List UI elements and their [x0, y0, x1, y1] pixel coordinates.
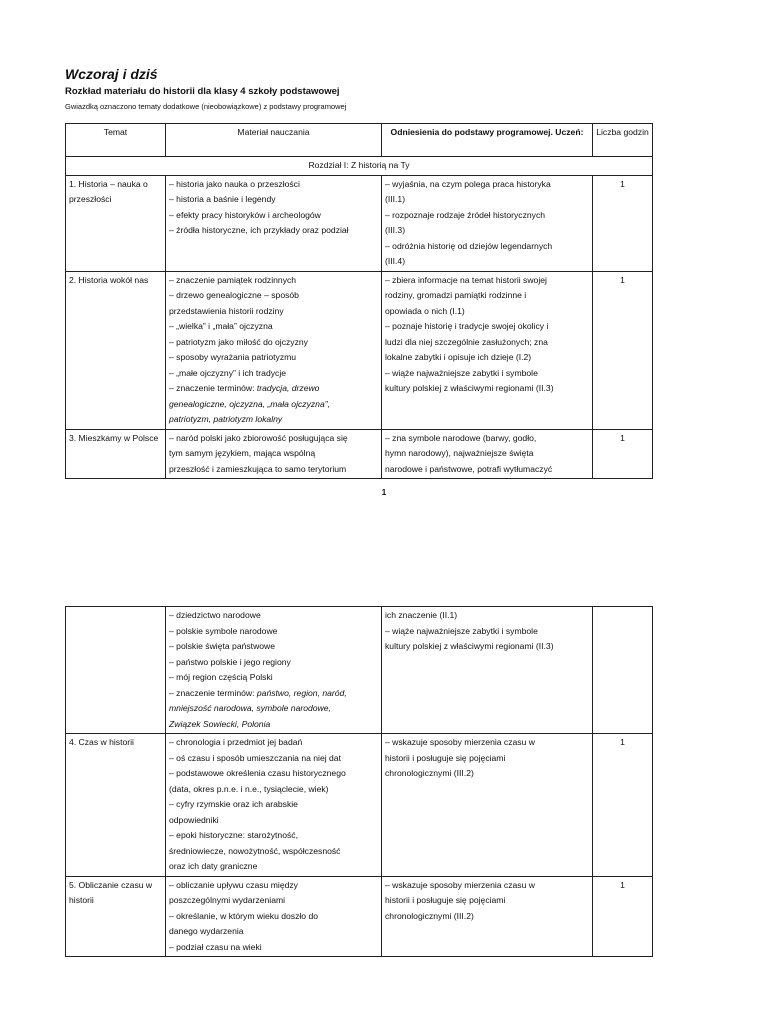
odniesienia-line: – wskazuje sposoby mierzenia czasu w [385, 879, 535, 890]
odniesienia-line: – wyjaśnia, na czym polega praca historyka [385, 178, 551, 189]
material-line: – źródła historyczne, ich przykłady oraz podział [169, 225, 349, 235]
odniesienia-line: historii i posługuje się pojęciami [385, 752, 506, 763]
odniesienia-line: historii i posługuje się pojęciami [385, 895, 506, 905]
table-row [66, 271, 653, 429]
odniesienia-line: – zna symbole narodowe (barwy, godło, [385, 432, 537, 443]
odniesienia-line: – odróżnia historię od dziejów legendarnych [385, 240, 553, 251]
material-line: – obliczanie upływu czasu między [169, 879, 298, 890]
page-number: 1 [381, 488, 387, 497]
odniesienia-line: lokalne zabytki i opisuje ich dzieje (I.2) [385, 352, 532, 362]
odniesienia-line: – wskazuje sposoby mierzenia czasu w [385, 737, 535, 747]
odniesienia-line: – zbiera informacje na temat historii swojej [385, 274, 547, 285]
document-note: Gwiazdką oznaczono tematy dodatkowe (nieobowiązkowe) z podstawy programowej [65, 102, 347, 111]
material-line: średniowiecze, nowożytność, współczesność [169, 845, 341, 856]
cell-temat: 1. Historia – nauka o przeszłości [66, 175, 166, 271]
cell-material [166, 607, 382, 734]
material-line: – efekty pracy historyków i archeologów [169, 209, 321, 220]
cell-temat: 5. Obliczanie czasu w historii [66, 876, 166, 957]
odniesienia-line: – rozpoznaje rodzaje źródeł historycznych [385, 209, 546, 220]
cell-temat: 2. Historia wokół nas [66, 271, 166, 429]
material-line: – naród polski jako zbiorowość posługująca się [169, 432, 348, 443]
odniesienia-line: kultury polskiej z właściwymi regionami (II.3) [385, 383, 554, 393]
material-line: – znaczenie terminów: państwo, region, naród, [169, 687, 347, 698]
table-row [66, 175, 653, 271]
material-line: – znaczenie pamiątek rodzinnych [169, 274, 297, 285]
material-line: – cyfry rzymskie oraz ich arabskie [169, 799, 298, 809]
odniesienia-line: hymn narodowy), najważniejsze święta [385, 448, 534, 458]
header-material: Materiał nauczania [166, 124, 382, 157]
material-line: – epoki historyczne: starożytność, [169, 830, 298, 840]
cell-liczba: 1 [593, 876, 653, 957]
document-title: Wczoraj i dziś [65, 66, 158, 82]
material-line: odpowiedniki [169, 814, 219, 825]
odniesienia-line: (III.3) [385, 225, 406, 235]
odniesienia-line: chronologicznymi (III.2) [385, 910, 474, 921]
header-liczba: Liczba godzin [593, 124, 653, 157]
curriculum-table-part-2 [65, 606, 653, 957]
cell-material [166, 876, 382, 957]
cell-material [166, 734, 382, 877]
material-line: – podział czasu na wieki [169, 941, 262, 952]
table-row [66, 876, 653, 957]
material-line: – sposoby wyrażania patriotyzmu [169, 352, 297, 362]
material-line: – państwo polskie i jego regiony [169, 656, 291, 667]
table-row [66, 429, 653, 479]
odniesienia-line: rodziny, gromadzi pamiątki rodzinne i [385, 290, 527, 300]
odniesienia-line: (III.4) [385, 256, 406, 266]
material-line: przeszłość i zamieszkująca to samo terytorium [169, 463, 347, 474]
odniesienia-line: (III.1) [385, 194, 406, 204]
material-line: – patriotyzm jako miłość do ojczyzny [169, 336, 308, 347]
material-line: genealogiczne, ojczyzna, „mała ojczyzna”, [169, 398, 330, 409]
cell-liczba: 1 [593, 271, 653, 429]
material-line: – oś czasu i sposób umieszczania na niej dat [169, 752, 341, 763]
cell-liczba: 1 [593, 734, 653, 877]
odniesienia-line: ludzi dla niej szczególnie zasłużonych; zna [385, 336, 548, 347]
cell-odniesienia [382, 607, 593, 734]
odniesienia-line: narodowe i państwowe, potrafi wytłumaczyć [385, 463, 553, 474]
odniesienia-line: – poznaje historię i tradycje swojej okolicy i [385, 321, 549, 331]
cell-odniesienia [382, 734, 593, 877]
cell-odniesienia [382, 175, 593, 271]
material-line: danego wydarzenia [169, 926, 244, 936]
material-line: – polskie symbole narodowe [169, 625, 278, 636]
cell-material [166, 429, 382, 479]
odniesienia-line: ich znaczenie (II.1) [385, 610, 458, 620]
cell-odniesienia [382, 429, 593, 479]
material-line: – znaczenie terminów: tradycja, drzewo [169, 383, 320, 393]
table-body-part-2 [66, 607, 653, 957]
cell-liczba [593, 607, 653, 734]
cell-odniesienia [382, 876, 593, 957]
material-line: – mój region częścią Polski [169, 672, 273, 682]
cell-temat [66, 607, 166, 734]
material-line: – historia jako nauka o przeszłości [169, 178, 300, 189]
cell-odniesienia [382, 271, 593, 429]
table-row [66, 734, 653, 877]
material-line: tym samym językiem, mająca wspólną [169, 448, 316, 458]
cell-material [166, 175, 382, 271]
material-line: – drzewo genealogiczne – sposób [169, 290, 299, 300]
odniesienia-line: chronologicznymi (III.2) [385, 768, 474, 778]
header-odniesienia: Odniesienia do podstawy programowej. Uczeń: [382, 124, 593, 157]
odniesienia-line: opowiada o nich (I.1) [385, 305, 465, 316]
material-line: – chronologia i przedmiot jej badań [169, 737, 303, 747]
material-line: – podstawowe określenia czasu historycznego [169, 768, 346, 778]
material-line: – dziedzictwo narodowe [169, 610, 261, 620]
material-line: – określanie, w którym wieku doszło do [169, 910, 319, 921]
material-line: poszczególnymi wydarzeniami [169, 895, 286, 905]
material-line: – „wielka” i „mała” ojczyzna [169, 321, 273, 331]
header-temat: Temat [66, 124, 166, 157]
material-line: patriotyzm, patriotyzm lokalny [169, 414, 283, 424]
document-subtitle: Rozkład materiału do historii dla klasy 4 szkoły podstawowej [65, 86, 340, 97]
material-line: (data, okres p.n.e. i n.e., tysiąclecie, wiek) [169, 783, 329, 794]
material-line: oraz ich daty graniczne [169, 861, 258, 871]
odniesienia-line: – wiąże najważniejsze zabytki i symbole [385, 625, 538, 636]
table-header-row [66, 124, 653, 157]
chapter-row [66, 157, 653, 176]
curriculum-table-part-1 [65, 123, 653, 479]
material-line: – polskie święta państwowe [169, 641, 276, 651]
table-body-part-1 [66, 175, 653, 479]
material-line: – historia a baśnie i legendy [169, 194, 276, 204]
cell-material [166, 271, 382, 429]
material-line: – „małe ojczyzny” i ich tradycje [169, 367, 287, 378]
material-line: przedstawienia historii rodziny [169, 305, 284, 316]
cell-temat: 3. Mieszkamy w Polsce [66, 429, 166, 479]
material-line: mniejszość narodowa, symbole narodowe, [169, 703, 331, 713]
cell-liczba: 1 [593, 175, 653, 271]
material-line: Związek Sowiecki, Polonia [169, 718, 271, 729]
table-row [66, 607, 653, 734]
cell-temat: 4. Czas w historii [66, 734, 166, 877]
odniesienia-line: – wiąże najważniejsze zabytki i symbole [385, 367, 538, 378]
cell-liczba: 1 [593, 429, 653, 479]
chapter-title: Rozdział I: Z historią na Ty [66, 157, 653, 176]
odniesienia-line: kultury polskiej z właściwymi regionami (II.3) [385, 641, 554, 651]
